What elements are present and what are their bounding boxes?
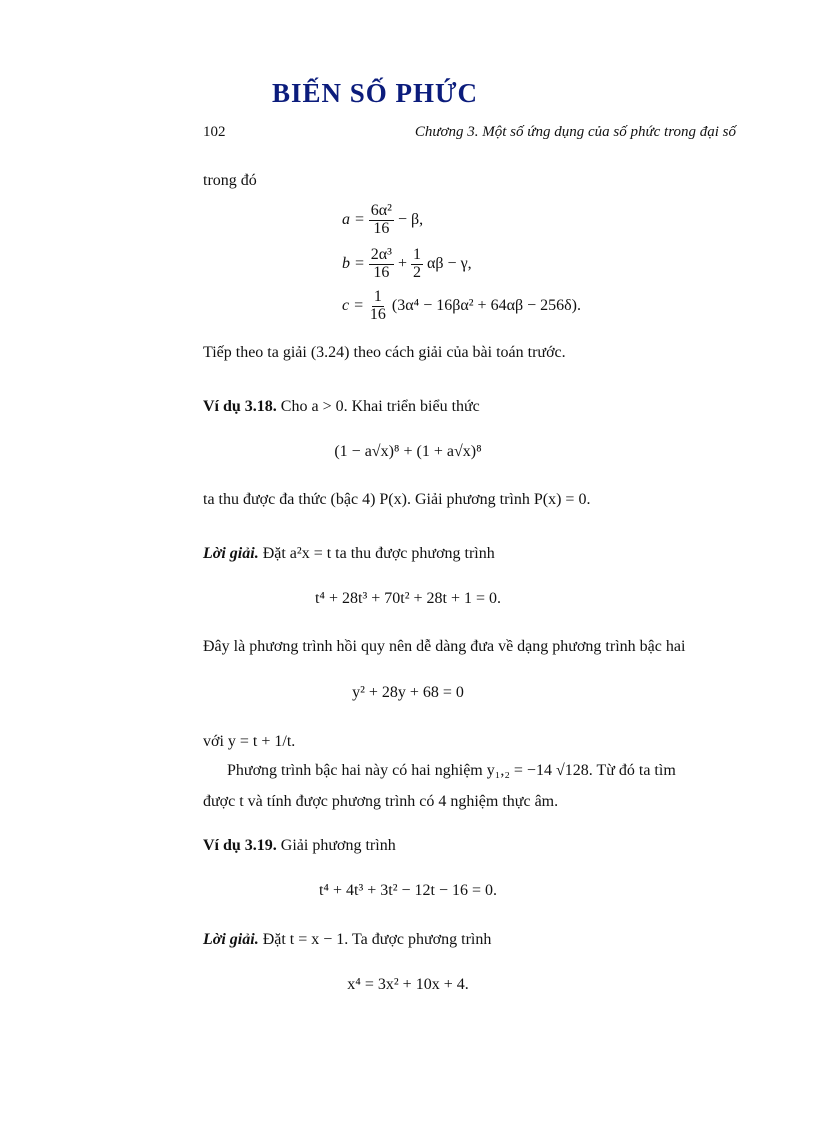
formula-quartic-t-2: t⁴ + 4t³ + 3t² − 12t − 16 = 0.: [318, 882, 498, 899]
eq-c-num: 1: [373, 288, 382, 305]
solution-1-label: Lời giải.: [203, 545, 259, 562]
running-header: Chương 3. Một số ứng dụng của số phức trong đại số: [414, 124, 736, 140]
example-3-18-label: Ví dụ 3.18.: [203, 398, 277, 415]
text-polynomial-P: ta thu được đa thức (bậc 4) P(x). Giải phương trình P(x) = 0.: [203, 491, 591, 508]
solution-2: [203, 931, 491, 949]
text-quadratic-roots: Phương trình bậc hai này có hai nghiệm y₁,₂ = −14 √128. Từ đó ta tìm: [227, 762, 676, 779]
equation-a: [342, 203, 423, 238]
example-3-19: [203, 837, 396, 855]
eq-b-den: 16: [373, 263, 390, 281]
eq-c-den: 16: [369, 305, 386, 323]
eq-c-fraction: [368, 289, 388, 324]
eq-a-tail: − β,: [397, 210, 424, 228]
book-banner-title: BIẾN SỐ PHỨC: [272, 78, 479, 108]
eq-a-fraction: [369, 203, 394, 238]
formula-quartic-t: t⁴ + 28t³ + 70t² + 28t + 1 = 0.: [314, 590, 502, 607]
text-four-negative-roots: được t và tính được phương trình có 4 nghiệm thực âm.: [203, 793, 559, 810]
eq-b-tail: αβ − γ,: [427, 254, 472, 272]
page-number: 102: [203, 124, 226, 140]
text-with-y: với y = t + 1/t.: [203, 733, 296, 750]
equation-b: [342, 247, 472, 282]
eq-b-plus: +: [397, 254, 412, 272]
solution-2-text: Đặt t = x − 1. Ta được phương trình: [262, 931, 492, 948]
text-next-step: Tiếp theo ta giải (3.24) theo cách giải của bài toán trước.: [203, 344, 566, 361]
formula-quadratic-y: y² + 28y + 68 = 0: [352, 684, 464, 701]
eq-b-lhs: b =: [342, 254, 365, 272]
equation-c: [342, 289, 581, 324]
eq-a-den: 16: [373, 219, 390, 237]
eq-b-fraction: [369, 247, 394, 282]
eq-b-half-num: 1: [413, 246, 422, 263]
text-trong-do: trong đó: [203, 172, 257, 189]
example-3-19-text: Giải phương trình: [280, 837, 396, 854]
eq-c-lhs: c =: [342, 296, 364, 314]
eq-a-num: 6α²: [370, 202, 392, 219]
text-reciprocal-equation: Đây là phương trình hồi quy nên dễ dàng đưa về dạng phương trình bậc hai: [203, 638, 686, 655]
solution-2-label: Lời giải.: [203, 931, 259, 948]
eq-b-half: [411, 247, 423, 282]
example-3-18-text: Cho a > 0. Khai triển biểu thức: [280, 398, 480, 415]
eq-b-num: 2α³: [370, 246, 392, 263]
example-3-18: [203, 398, 480, 416]
solution-1-text: Đặt a²x = t ta thu được phương trình: [262, 545, 495, 562]
formula-quartic-x: x⁴ = 3x² + 10x + 4.: [347, 976, 469, 993]
formula-binomial-expansion: (1 − a√x)⁸ + (1 + a√x)⁸: [334, 443, 482, 460]
eq-b-half-den: 2: [413, 263, 422, 281]
eq-c-tail: (3α⁴ − 16βα² + 64αβ − 256δ).: [391, 296, 581, 314]
example-3-19-label: Ví dụ 3.19.: [203, 837, 277, 854]
solution-1: [203, 545, 495, 563]
eq-a-lhs: a =: [342, 210, 365, 228]
